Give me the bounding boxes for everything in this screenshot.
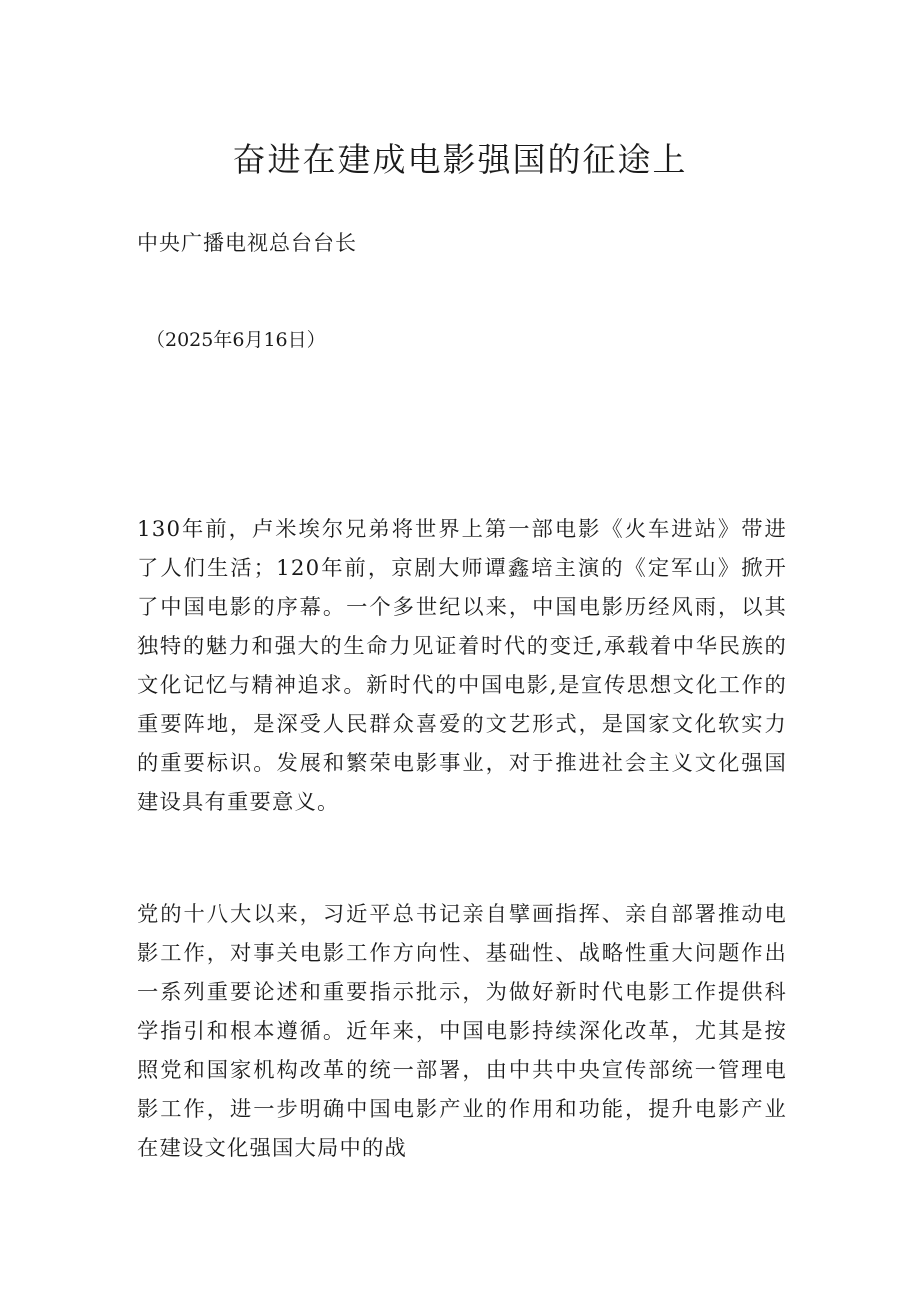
date-line: （2025年6月16日） — [146, 329, 326, 351]
author-line: 中央广播电视总台台长 — [137, 231, 357, 255]
paragraph-1: 130年前，卢米埃尔兄弟将世界上第一部电影《火车进站》带进了人们生活；120年前，京剧大师谭鑫培主演的《定军山》掀开了中国电影的序幕。一个多世纪以来，中国电影历经风雨，以其独特的魅力和强大的生命力见证着时代的变迁,承载着中华民族的文化记忆与精神追求。新时代的中国电影,是宣传思想文化工作的重要阵地，是深受人民群众喜爱的文艺形式，是国家文化软实力的重要标识。发展和繁荣电影事业，对于推进社会主义文化强国建设具有重要意义。 — [137, 517, 787, 815]
document-title: 奋进在建成电影强国的征途上 — [232, 140, 688, 179]
paragraph-2: 党的十八大以来，习近平总书记亲自擘画指挥、亲自部署推动电影工作，对事关电影工作方向性、基础性、战略性重大问题作出一系列重要论述和重要指示批示，为做好新时代电影工作提供科学指引和根本遵循。近年来，中国电影持续深化改革，尤其是按照党和国家机构改革的统一部署，由中共中央宣传部统一管理电影工作，进一步明确中国电影产业的作用和功能，提升电影产业在建设文化强国大局中的战 — [137, 902, 787, 1161]
